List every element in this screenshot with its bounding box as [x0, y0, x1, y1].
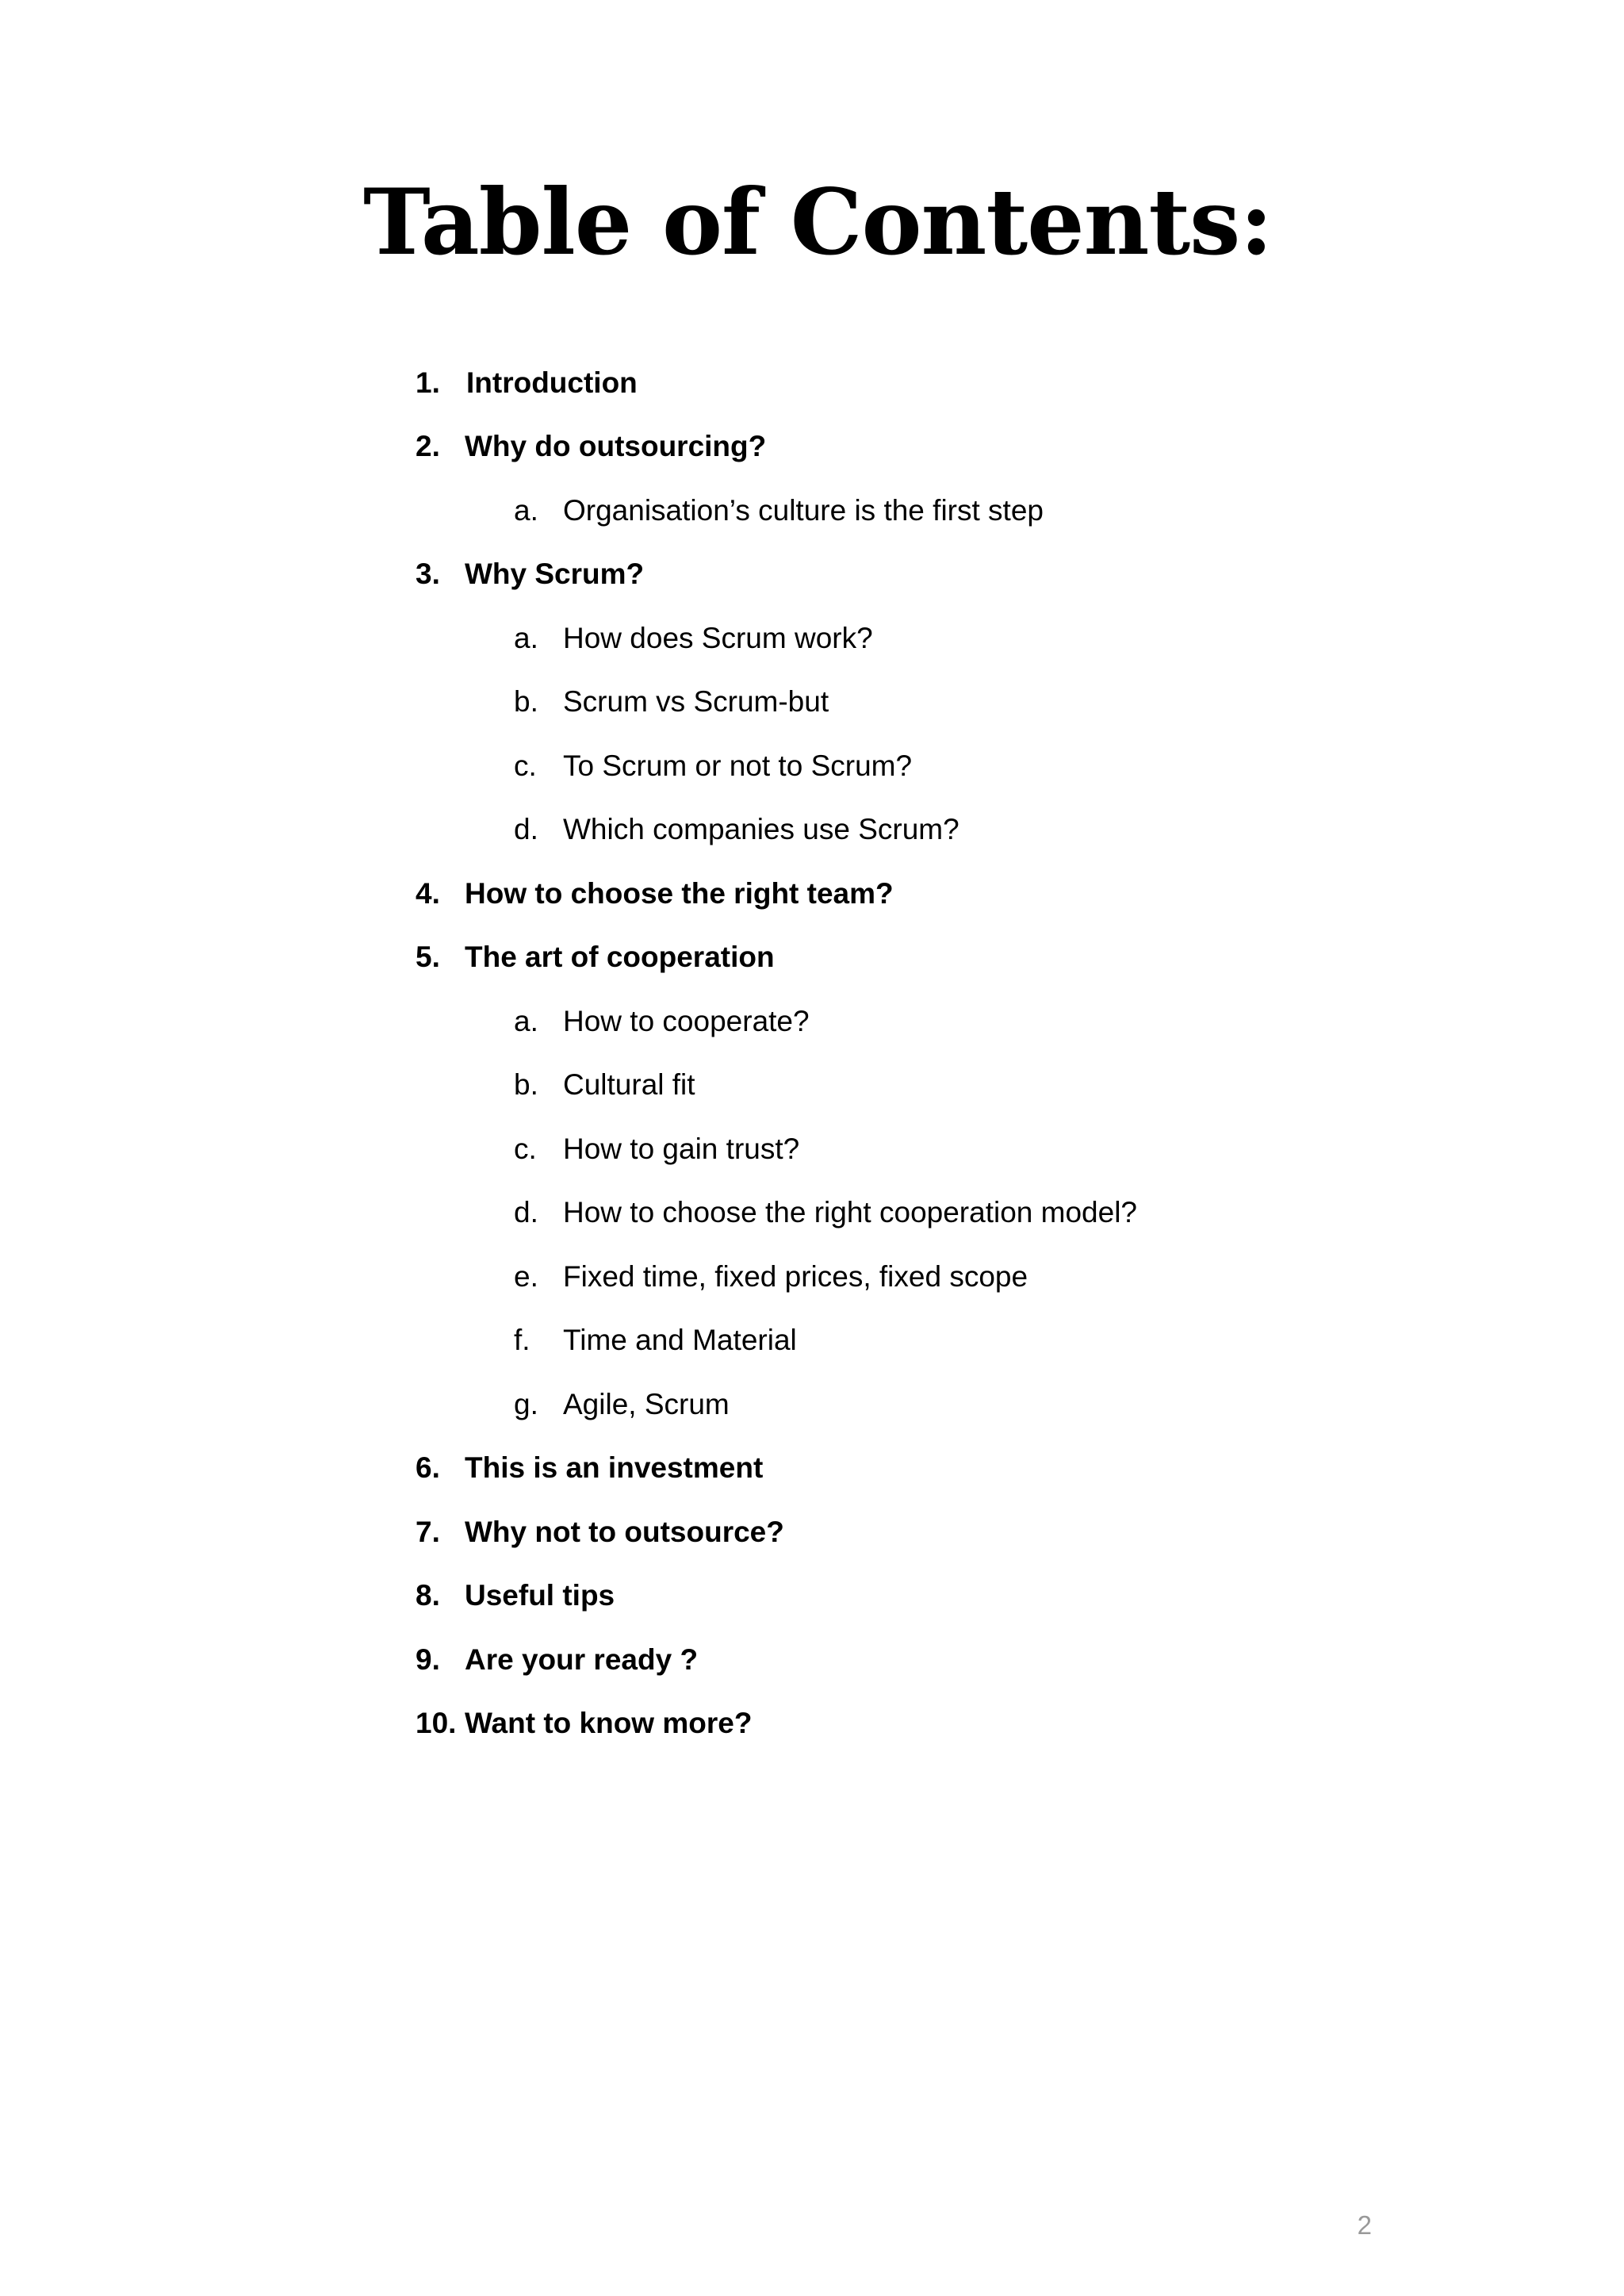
page-title: Table of Contents:: [363, 169, 1273, 275]
toc-subitem-letter: b.: [514, 1068, 538, 1101]
toc-subitem-letter: c.: [514, 1133, 537, 1165]
toc-subitem-label: Scrum vs Scrum-but: [563, 685, 829, 718]
toc-item-label: The art of cooperation: [465, 941, 775, 973]
toc-item-label: Are your ready ?: [465, 1643, 699, 1676]
toc-subitem-label: Fixed time, fixed prices, fixed scope: [563, 1260, 1028, 1293]
toc-item-number: 4.: [416, 877, 440, 910]
toc-subitem-letter: a.: [514, 1005, 538, 1037]
toc-item-label: How to choose the right team?: [465, 877, 894, 910]
toc-item-number: 9.: [416, 1643, 440, 1676]
toc-subitem-letter: g.: [514, 1388, 538, 1420]
toc-subitem-label: How does Scrum work?: [563, 622, 873, 654]
toc-subitem-label: Which companies use Scrum?: [563, 813, 959, 845]
toc-subitem-letter: c.: [514, 749, 537, 782]
toc-subitem-letter: d.: [514, 813, 538, 845]
toc-item-label: Why not to outsource?: [465, 1516, 784, 1548]
toc-subitem-label: Organisation’s culture is the first step: [563, 494, 1044, 527]
toc-item-number: 6.: [416, 1451, 440, 1484]
toc-item-label: Useful tips: [465, 1579, 615, 1612]
toc-item-label: Why do outsourcing?: [465, 430, 767, 462]
toc-item-number: 3.: [416, 558, 440, 590]
toc-subitem-label: How to cooperate?: [563, 1005, 810, 1037]
toc-subitem-letter: f.: [514, 1324, 530, 1356]
toc-subitem-label: How to choose the right cooperation model?: [563, 1196, 1137, 1228]
toc-item-label: Why Scrum?: [465, 558, 645, 590]
toc-item-label: Introduction: [466, 366, 638, 399]
toc-subitem-label: How to gain trust?: [563, 1133, 800, 1165]
toc-item-label: This is an investment: [465, 1451, 764, 1484]
toc-item-label: Want to know more?: [465, 1707, 753, 1739]
toc-subitem-label: Agile, Scrum: [563, 1388, 730, 1420]
toc-item-number: 1.: [416, 366, 440, 399]
toc-item-number: 8.: [416, 1579, 440, 1612]
toc-item-number: 5.: [416, 941, 440, 973]
toc-item-number: 10.: [416, 1707, 457, 1739]
toc-subitem-label: Time and Material: [563, 1324, 797, 1356]
toc-subitem-letter: a.: [514, 494, 538, 527]
toc-item-number: 2.: [416, 430, 440, 462]
toc-subitem-letter: d.: [514, 1196, 538, 1228]
page-number: 2: [1357, 2210, 1372, 2240]
toc-subitem-label: Cultural fit: [563, 1068, 695, 1101]
toc-item-number: 7.: [416, 1516, 440, 1548]
toc-subitem-label: To Scrum or not to Scrum?: [563, 749, 913, 782]
toc-subitem-letter: e.: [514, 1260, 538, 1293]
toc-subitem-letter: a.: [514, 622, 538, 654]
toc-subitem-letter: b.: [514, 685, 538, 718]
